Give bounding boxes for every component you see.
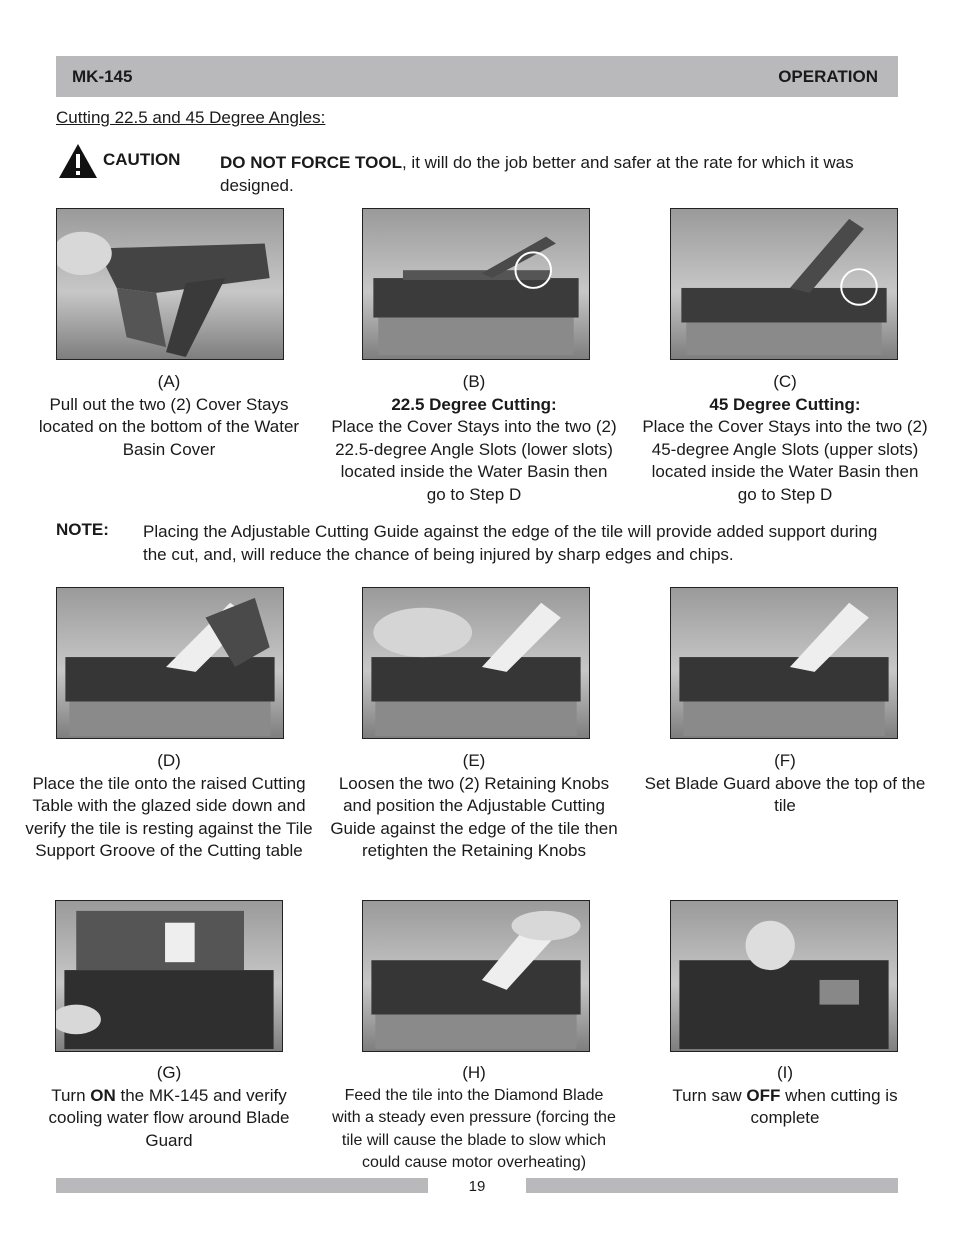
step-text: Place the Cover Stays into the two (2) 22.5-degree Angle Slots (lower slots) located inside the Water Basin then go to Step D — [331, 417, 617, 504]
step-text-pre: Turn — [51, 1085, 91, 1105]
step-e-caption — [329, 750, 619, 863]
step-text — [640, 1085, 930, 1130]
step-letter: (D) — [157, 751, 181, 770]
step-b-caption — [329, 371, 619, 506]
step-a-caption — [24, 371, 314, 461]
photo-b-lower-slots — [362, 208, 590, 360]
header-bar — [56, 56, 898, 97]
step-d-caption — [24, 750, 314, 863]
warning-triangle-icon — [58, 143, 98, 179]
step-text: Loosen the two (2) Retaining Knobs and position the Adjustable Cutting Guide against the edge of the tile then retighten the Retaining Knobs — [330, 773, 618, 860]
section-title: OPERATION — [778, 67, 878, 86]
note-label: NOTE: — [56, 520, 109, 539]
page-number: 19 — [468, 1178, 486, 1195]
step-f-caption — [640, 750, 930, 818]
photo-a-cover-stays — [56, 208, 284, 360]
footer-bar-right — [526, 1178, 898, 1193]
photo-h-feed-tile — [362, 900, 590, 1052]
step-i-caption — [640, 1062, 930, 1130]
photo-g-turn-on — [55, 900, 283, 1052]
step-letter: (G) — [156, 1063, 182, 1082]
step-text — [24, 1085, 314, 1153]
step-letter: (I) — [776, 1063, 794, 1082]
step-text-bold: ON — [90, 1085, 116, 1105]
step-letter: (A) — [157, 372, 181, 391]
step-text-bold: OFF — [746, 1085, 781, 1105]
step-letter: (H) — [462, 1063, 486, 1082]
note-text: Placing the Adjustable Cutting Guide against the edge of the tile will provide added support during the cut, and, will reduce the chance of being injured by sharp edges and chips. — [143, 522, 878, 564]
caution-label: CAUTION — [103, 150, 181, 169]
caution-text — [220, 151, 900, 197]
model-name: MK-145 — [72, 67, 133, 86]
photo-c-upper-slots — [670, 208, 898, 360]
step-letter: (C) — [773, 372, 797, 391]
step-text-pre: Turn saw — [672, 1085, 747, 1105]
section-subtitle: Cutting 22.5 and 45 Degree Angles: — [56, 108, 326, 127]
step-text: Set Blade Guard above the top of the tile — [644, 773, 926, 815]
step-text-post: when cutting is complete — [750, 1085, 898, 1127]
step-letter: (E) — [462, 751, 486, 770]
caution-body: , it will do the job better and safer at the rate for which it was designed. — [220, 153, 854, 195]
footer-bar-left — [56, 1178, 428, 1193]
step-text: Pull out the two (2) Cover Stays located on the bottom of the Water Basin Cover — [38, 394, 300, 459]
photo-f-blade-guard — [670, 587, 898, 739]
step-text: Place the tile onto the raised Cutting Table with the glazed side down and verify the tile is resting against the Tile Support Groove of the Cutting table — [25, 773, 313, 860]
photo-e-adjust-guide — [362, 587, 590, 739]
step-c-caption — [640, 371, 930, 506]
step-h-caption — [329, 1062, 619, 1175]
caution-bold: DO NOT FORCE TOOL — [220, 153, 402, 172]
step-text: Feed the tile into the Diamond Blade with a steady even pressure (forcing the tile will cause the blade to slow which could cause motor overheating) — [332, 1086, 616, 1171]
step-heading: 22.5 Degree Cutting: — [391, 394, 557, 414]
photo-d-place-tile — [56, 587, 284, 739]
step-heading: 45 Degree Cutting: — [709, 394, 861, 414]
step-text: Place the Cover Stays into the two (2) 45-degree Angle Slots (upper slots) located inside the Water Basin then go to Step D — [642, 417, 928, 504]
step-text-post: the MK-145 and verify cooling water flow around Blade Guard — [48, 1085, 290, 1150]
step-g-caption — [24, 1062, 314, 1152]
photo-i-turn-off — [670, 900, 898, 1052]
step-letter: (B) — [462, 372, 486, 391]
step-letter: (F) — [774, 751, 796, 770]
